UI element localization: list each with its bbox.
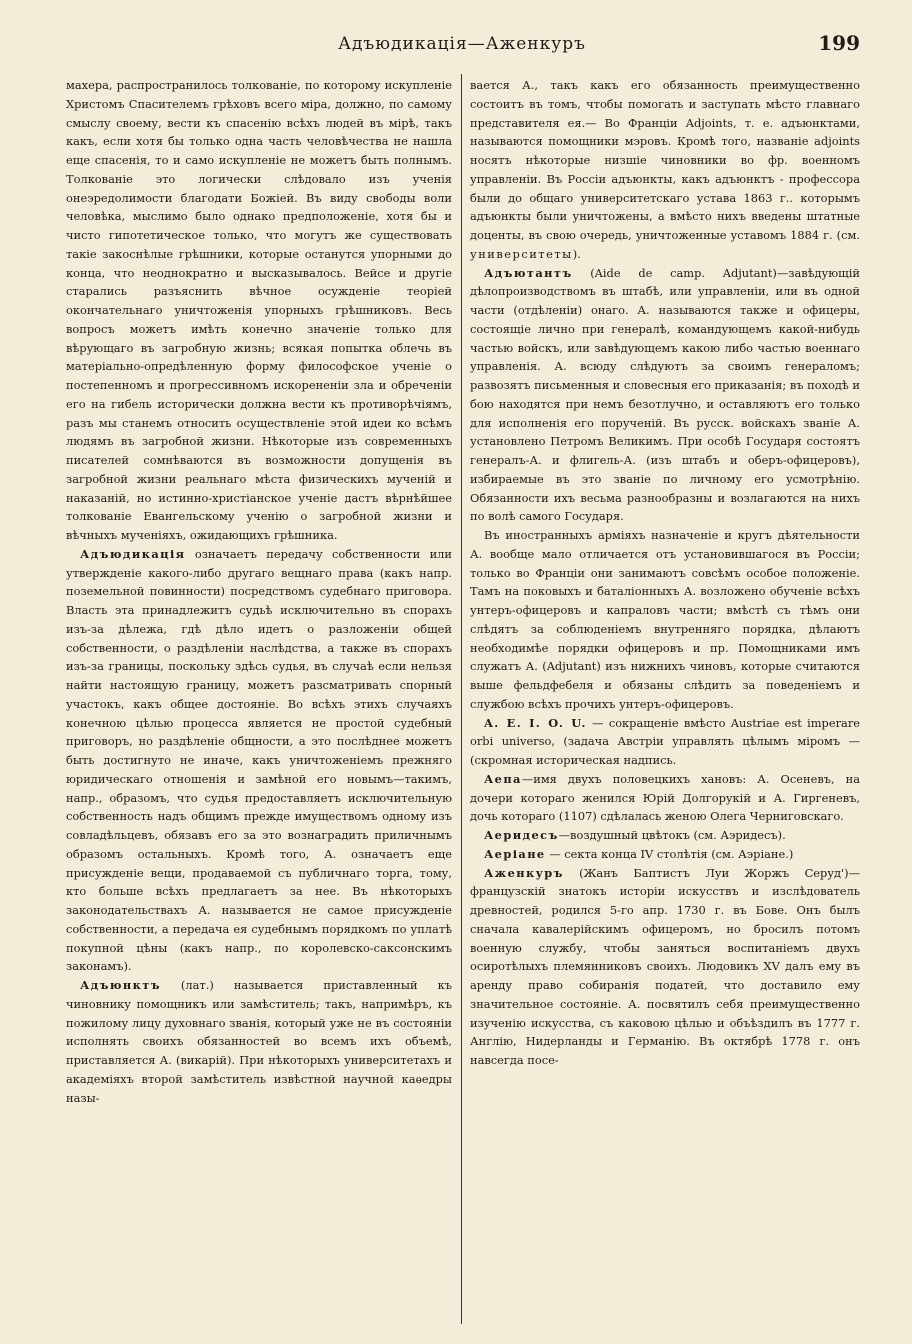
paragraph-text: вается А., такъ какъ его обязанность преимущественно состоитъ въ томъ, чтобы помогать и заступать мѣсто главнаго представителя ея.— Во Франціи Adjoints, т. е. адъюнктами, называются помощники мэровъ. Кромѣ того, названіе adjoints носятъ нѣкоторые низшіе чиновники во фр. военномъ управленіи. Въ Россіи адъюнкты, какъ адъюнктъ - профессора были до общаго университетскаго устава 1863 г.. которымъ адъюнкты были уничтожены, а вмѣсто нихъ введены штатные доценты, въ свою очередь, уничтоженные уставомъ 1884 г. (см. [470, 78, 860, 242]
entry-text: (лат.) называется приставленный къ чиновнику помощникъ или замѣститель; такъ, напримѣръ, къ пожилому лицу духовнаго званія, который уже не въ состояніи исполнять своихъ обязанностей во всемъ ихъ объемѣ, приставляется А. (викарій). При нѣкоторыхъ университетахъ и академіяхъ второй замѣститель извѣстной научной каѳедры назы- [66, 978, 452, 1105]
paragraph-end: ). [572, 246, 581, 261]
entry-agincourt [470, 864, 860, 1070]
entry-text: означаетъ передачу собственности или утвержденіе какого-либо другаго вещнаго права (какъ напр. поземельной повинности) посредствомъ судебнаго приговора. Власть эта принадлежитъ судьѣ исключительно въ спорахъ изъ-за дѣлежа, гдѣ дѣло идетъ о разложеніи общей собственности, о раздѣленіи наслѣдства, а также въ спорахъ изъ-за границы, поскольку здѣсь судья, въ случаѣ если нельзя найти настоящую границу, можетъ разсматривать спорный участокъ, какъ общее достояніе. Во всѣхъ этихъ случаяхъ конечною цѣлью процесса является не простой судебный приговоръ, но раздѣленіе общности, а это послѣднее можетъ быть достигнуто не иначе, какъ уничтоженіемъ прежняго юридическаго отношенія и замѣной его новымъ—такимъ, напр., образомъ, что судья предоставляетъ исключительную собственность надъ общимъ прежде имуществомъ одному изъ совладѣльцевъ, обязавъ его за это вознаградить приличнымъ образомъ остальныхъ. Кромѣ того, А. означаетъ еще присужденіе вещи, продаваемой съ публичнаго торга, тому, кто больше всѣхъ предлагаетъ за нее. Въ нѣкоторыхъ законодательствахъ А. называется не самое присужденіе собственности, а передача ея судебнымъ порядкомъ по уплатѣ покупной цѣны (какъ напр., по королевско-саксонскимъ законамъ). [66, 546, 452, 974]
entry-aerides [470, 826, 860, 845]
headword: A. E. I. O. U. [484, 715, 587, 730]
headword: Адъютантъ [484, 265, 573, 280]
entry-adjutant [470, 264, 860, 527]
column-divider [461, 74, 462, 1324]
page-number: 199 [818, 31, 860, 55]
headword: Адъюнктъ [80, 978, 161, 992]
continued-paragraph: махера, распространилось толкованіе, по которому искупленіе Христомъ Спасителемъ грѣховъ всего міра, должно, по самому смыслу своему, вести къ спасенію всѣхъ людей въ мірѣ, такъ какъ, если хотя бы только одна часть человѣчества не нашла еще спасенія, то и само искупленіе не можетъ быть полнымъ. Толкованіе это логически слѣдовало изъ ученія онеэредолимости благодати Божіей. Въ виду свободы воли человѣка, мыслимо было однако предположеніе, хотя бы и чисто гипотетическое только, что могутъ же существовать такіе закоснѣлые грѣшники, которые останутся упорными до конца, что неоднократно и высказывалось. Вейсе и другіе старались разъяснить вѣчное осужденіе теоріей окончательнаго уничтоженія упорныхъ грѣшниковъ. Весь вопросъ можетъ имѣть конечно значеніе только для вѣрующаго въ загробную жизнь; всякая попытка облечь въ матеріально-опредѣленную форму философское ученіе о постепенномъ и прогрессивномъ искорененіи зла и обреченіи его на гибель исторически должна вести къ противорѣчіямъ, разъ мы станемъ относить осуществленіе этой идеи ко всѣмъ людямъ въ загробной жизни. Нѣкоторые изъ современныхъ писателей сомнѣваются въ возможности допущенія въ загробной жизни реальнаго мѣста физическихъ мученій и наказаній, но истинно-христіанское ученіе дастъ вѣрнѣйшее толкованіе Евангельскому ученію о загробной жизни и вѣчныхъ мученіяхъ, ожидающихъ грѣшника. [66, 78, 452, 542]
left-column [66, 76, 452, 1326]
headword: Аепа [484, 771, 522, 786]
right-column [470, 76, 860, 1326]
entry-adjudication [66, 545, 452, 976]
entry-text: (Aide de camp. Adjutant)—завѣдующій дѣлопроизводствомъ въ штабѣ, или управленіи, или въ одной части (отдѣленіи) онаго. А. называются также и офицеры, состоящіе лично при генералѣ, командующемъ какой-нибудь частью войскъ, или завѣдующемъ какою либо частью военнаго управленія. А. всюду слѣдуютъ за своимъ генераломъ; развозятъ письменныя и словесныя его приказанія; въ походѣ и бою находятся при немъ безотлучно, и оставляютъ его только для исполненія его порученій. Въ русск. войскахъ званіе А. установлено Петромъ Великимъ. При особѣ Государя состоятъ генералъ-А. и флигель-А. (изъ штабъ и оберъ-офицеровъ), избираемые въ это званіе по личному его усмотрѣнію. Обязанности ихъ весьма разнообразны и возлагаются на нихъ по волѣ самого Государя. [470, 265, 860, 524]
entry-aeiou [470, 714, 860, 770]
headword: Аеридесъ [484, 828, 559, 842]
entry-adjunct [66, 976, 452, 1107]
entry-aepa [470, 770, 860, 826]
entry-aeriane [470, 845, 860, 864]
adjutant-paragraph: Въ иностранныхъ арміяхъ назначеніе и кругъ дѣятельности А. вообще мало отличается отъ установившагося въ Россіи; только во Франціи они занимаютъ совсѣмъ особое положеніе. Тамъ на поковыхъ и баталіонныхъ А. возложено обученіе всѣхъ унтеръ-офицеровъ и капраловъ части; вмѣстѣ съ тѣмъ они слѣдятъ за соблюденіемъ внутренняго порядка, дѣлаютъ необходимѣе порядки офицеровъ и пр. Помощниками имъ служатъ А. (Adjutant) изъ нижнихъ чиновъ, которые считаются выше фельдфебеля и обязаны слѣдить за поведеніемъ и службою всѣхъ прочихъ унтеръ-офицеровъ. [470, 528, 860, 711]
cross-reference: университеты [470, 246, 573, 261]
entry-text: —имя двухъ половецкихъ хановъ: А. Осеневъ, на дочери котораго женился Юрій Долгорукій и А. Гиргеневъ, дочь котораго (1107) сдѣлалась женою Олега Черниговскаго. [470, 771, 860, 824]
entry-text: — сокращеніе вмѣсто Austriae est imperare orbi universo, (задача Австріи управлять цѣлымъ міромъ — (скромная историческая надпись. [470, 715, 860, 767]
entry-text: — секта конца IV столѣтія (см. Аэріане.) [545, 846, 794, 861]
headword: Аженкуръ [484, 865, 564, 880]
continued-paragraph [470, 76, 860, 264]
headword: Аеріане [484, 846, 546, 861]
running-title: Адъюдикація—Аженкуръ [338, 34, 586, 54]
page-header [64, 31, 860, 62]
entry-text: (Жанъ Баптистъ Луи Жоржъ Серуд')—французскій знатокъ исторіи искусствъ и изслѣдователь древностей, родился 5-го апр. 1730 г. въ Бове. Онъ былъ сначала кавалерійскимъ офицеромъ, но бросилъ потомъ военную службу, чтобы заняться воспитаніемъ двухъ осиротѣлыхъ племянниковъ своихъ. Людовикъ XV далъ ему въ аренду право собиранія податей, что доставило ему значительное состояніе. А. посвятилъ себя преимущественно изученію искусства, съ каковою цѣлью и объѣздилъ въ 1777 г. Англію, Нидерланды и Германію. Въ октябрѣ 1778 г. онъ навсегда посе- [470, 865, 860, 1067]
entry-text: —воздушный цвѣтокъ (см. Аэридесъ). [558, 828, 786, 842]
headword: Адъюдикація [80, 546, 186, 561]
